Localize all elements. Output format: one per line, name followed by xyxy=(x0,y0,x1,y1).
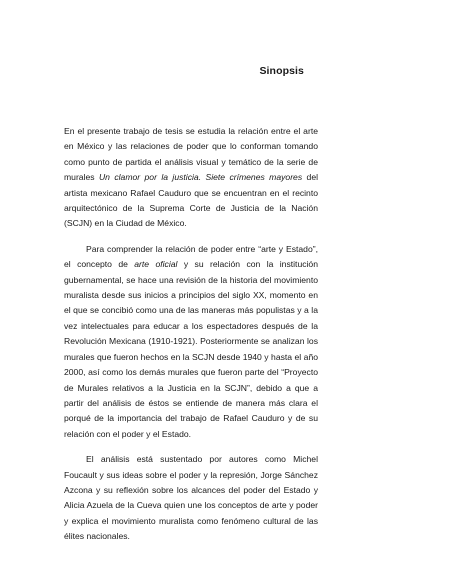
paragraph-1-italic: Un clamor por la justicia. Siete crímenes mayores xyxy=(98,172,303,183)
paragraph-1-text-a: En el presente trabajo de tesis se estudia la relación entre el arte en México y las relaciones de poder que lo conforman tomando como punto de partida el análisis visual y temático de la serie de murales xyxy=(64,126,318,183)
paragraph-1-text-b: del artista mexicano Rafael Cauduro que se encuentran en el recinto arquitectónico de la Suprema Corte de Justicia de la Nación (SCJN) en la Ciudad de México. xyxy=(64,172,319,229)
synopsis-body xyxy=(64,124,318,555)
paragraph-2 xyxy=(64,242,318,442)
paragraph-2-italic: arte oficial xyxy=(134,259,178,270)
paragraph-2-text-a: Para comprender la relación de poder entre “arte y Estado”, el concepto de xyxy=(64,243,318,270)
paragraph-2-text-b: y su relación con la institución gubernamental, se hace una revisión de la historia del movimiento muralista desde sus inicios a principios del siglo XX, momento en el que se concibió como una de las maneras más populistas y a la vez intelectuales para educar a los espectadores después de la Revolución Mexicana (1910-1921). Posteriormente se analizan los murales que fueron hechos en la SCJN desde 1940 y hasta el año 2000, así como los demás murales que fueron parte del “Proyecto de Murales relativos a la Justicia en la SCJN”, debido a que a partir del análisis de éstos se entiende de manera más clara el porqué de la importancia del trabajo de Rafael Cauduro y de su relación con el poder y el Estado. xyxy=(64,259,318,439)
page-title: Sinopsis xyxy=(259,65,304,77)
paragraph-3: El análisis está sustentado por autores como Michel Foucault y sus ideas sobre el poder y la represión, Jorge Sánchez Azcona y su reflexión sobre los alcances del poder del Estado y Alicia Azuela de la Cueva quien une los conceptos de arte y poder y explica el movimiento muralista como fenómeno cultural de las élites nacionales. xyxy=(64,454,318,542)
paragraph-1 xyxy=(64,124,318,232)
